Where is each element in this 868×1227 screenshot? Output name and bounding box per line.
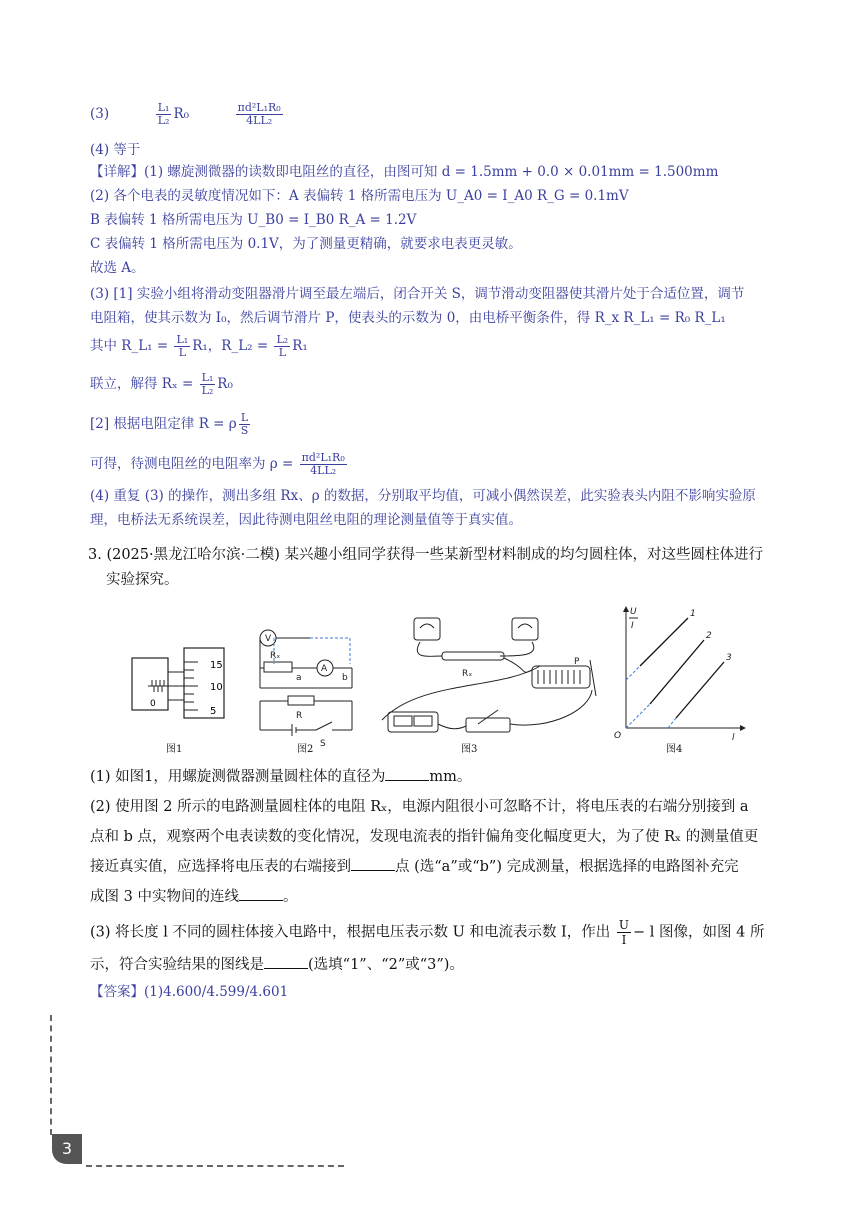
figure-2-circuit: [260, 630, 352, 736]
detail-line-11: 可得，待测电阻丝的电阻率为 ρ = $\frac{\text{πd²L₁R₀}}{\text{4LL₂}}$: [90, 451, 345, 477]
detail-line-13: 理，电桥法无系统误差，因此待测电阻丝电阻的理论测量值等于真实值。: [90, 512, 522, 528]
graph-line-3: [676, 662, 724, 718]
question-3-stem-line-2: 实验探究。: [106, 572, 179, 588]
fig3-slider-label: P: [574, 657, 580, 667]
fig4-x-label: l: [732, 733, 735, 743]
subquestion-1: (1) 如图1，用螺旋测微器测量圆柱体的直径为 mm。: [90, 766, 471, 788]
subquestion-3-line-2: 示，符合实验结果的图线是 (选填“1”、“2”或“3”)。: [90, 954, 464, 976]
subquestion-3-line-1: (3) 将长度 l 不同的圆柱体接入电路中，根据电压表示数 U 和电流表示数 I，作出 $\frac{U}{I}$ − l 图像，如图 4 所: [90, 918, 765, 947]
subquestion-2-line-1: (2) 使用图 2 所示的电路测量圆柱体的电阻 Rₓ，电源内阻很小可忽略不计，将电压表的右端分别接到 a: [90, 799, 749, 815]
fig1-tick-0: 0: [150, 699, 156, 709]
answer-blank-1[interactable]: [385, 766, 429, 781]
fig2-point-a: a: [296, 673, 302, 683]
subquestion-2-line-3: 接近真实值，应选择将电压表的右端接到 点 (选“a”或“b”) 完成测量，根据选择的电路图补充完: [90, 856, 739, 878]
footer-dashed-line: [86, 1165, 344, 1167]
answer-blank-2[interactable]: [351, 856, 395, 871]
margin-dashed-line: [50, 1015, 52, 1135]
detail-line-12: (4) 重复 (3) 的操作，测出多组 Rx、ρ 的数据，分别取平均值，可减小偶然误差，此实验表头内阻不影响实验原: [90, 488, 756, 504]
figures-strip: [120, 600, 760, 760]
fig4-line-3-label: 3: [726, 653, 732, 663]
fig4-line-2-label: 2: [706, 631, 712, 641]
fig2-point-b: b: [342, 673, 348, 683]
page-number-badge: 3: [52, 1134, 82, 1164]
fig2-switch-label: S: [320, 739, 326, 749]
detail-line-1: 【详解】(1) 螺旋测微器的读数即电阻丝的直径，由图可知 d = 1.5mm + 0.0 × 0.01mm = 1.500mm: [90, 164, 719, 180]
fig3-caption: 图3: [461, 744, 478, 755]
fig1-tick-15: 15: [210, 660, 223, 671]
fig4-line-1-label: 1: [690, 609, 696, 619]
detail-line-3: B 表偏转 1 格所需电压为 U_B0 = I_B0 R_A = 1.2V: [90, 212, 417, 228]
detail-line-4: C 表偏转 1 格所需电压为 0.1V，为了测量更精确，就要求电表更灵敏。: [90, 236, 522, 252]
answer-blank-3[interactable]: [239, 886, 283, 901]
graph-line-1: [640, 618, 688, 666]
fig3-rx-label: Rₓ: [462, 669, 473, 679]
subquestion-2-line-4: 成图 3 中实物间的连线 。: [90, 886, 297, 908]
fig2-caption: 图2: [297, 744, 314, 755]
question-3-stem-line-1: 3. (2025·黑龙江哈尔滨·二模) 某兴趣小组同学获得一些某新型材料制成的均匀圆柱体，对这些圆柱体进行: [88, 547, 763, 563]
fig2-rheostat-label: R: [296, 711, 303, 721]
fraction-resistivity: $\frac{\text{πd²L₁R₀}}{\text{4LL₂}}$: [237, 101, 281, 127]
fig4-caption: 图4: [666, 744, 683, 755]
fraction-l1-l2: $\frac{\text{L₁}}{\text{L₂}}$: [157, 101, 170, 127]
fig1-caption: 图1: [166, 744, 183, 755]
fig1-tick-5: 5: [210, 706, 217, 717]
fig1-tick-10: 10: [210, 682, 223, 693]
answer-3: (3) $\frac{\text{L₁}}{\text{L₂}}$ R₀ $\frac{\text{πd²L₁R₀}}{\text{4LL₂}}$: [90, 101, 281, 127]
figure-1-micrometer: [132, 648, 224, 718]
subquestion-2-line-2: 点和 b 点，观察两个电表读数的变化情况，发现电流表的指针偏角变化幅度更大，为了使 Rₓ 的测量值更: [90, 829, 759, 845]
question-3-answer: 【答案】(1)4.600/4.599/4.601: [90, 984, 289, 1000]
fig4-y-den: I: [631, 621, 634, 631]
figure-4-graph: [623, 606, 746, 731]
fig2-rx-label: Rₓ: [270, 651, 281, 661]
detail-line-6: (3) [1] 实验小组将滑动变阻器滑片调至最左端后，闭合开关 S，调节滑动变阻器使其滑片处于合适位置，调节: [90, 286, 745, 302]
answer-blank-4[interactable]: [264, 954, 308, 969]
detail-line-10: [2] 根据电阻定律 R = ρ $\frac{L}{S}$: [90, 411, 249, 437]
detail-line-7: 电阻箱，使其示数为 I₀，然后调节滑片 P，使表头的示数为 0，由电桥平衡条件，得 R_x R_L₁ = R₀ R_L₁: [90, 310, 726, 326]
fig4-origin: O: [614, 731, 622, 741]
answer-4: (4) 等于: [90, 142, 141, 158]
fig2-ammeter-label: A: [321, 664, 328, 674]
fig4-y-num: U: [630, 607, 637, 617]
detail-line-9: 联立，解得 Rₓ = $\frac{\text{L₁}}{\text{L₂}}$ R₀: [90, 371, 233, 397]
detail-line-5: 故选 A。: [90, 260, 145, 276]
answer-3-label: (3): [90, 106, 110, 122]
figure-3-apparatus: [382, 618, 596, 732]
fig2-voltmeter-label: V: [265, 634, 272, 644]
detail-line-2: (2) 各个电表的灵敏度情况如下：A 表偏转 1 格所需电压为 U_A0 = I_A0 R_G = 0.1mV: [90, 188, 629, 204]
detail-line-8: 其中 R_L₁ = $\frac{\text{L₁}}{L}$ R₁，R_L₂ = $\frac{\text{L₂}}{L}$ R₁: [90, 333, 308, 359]
